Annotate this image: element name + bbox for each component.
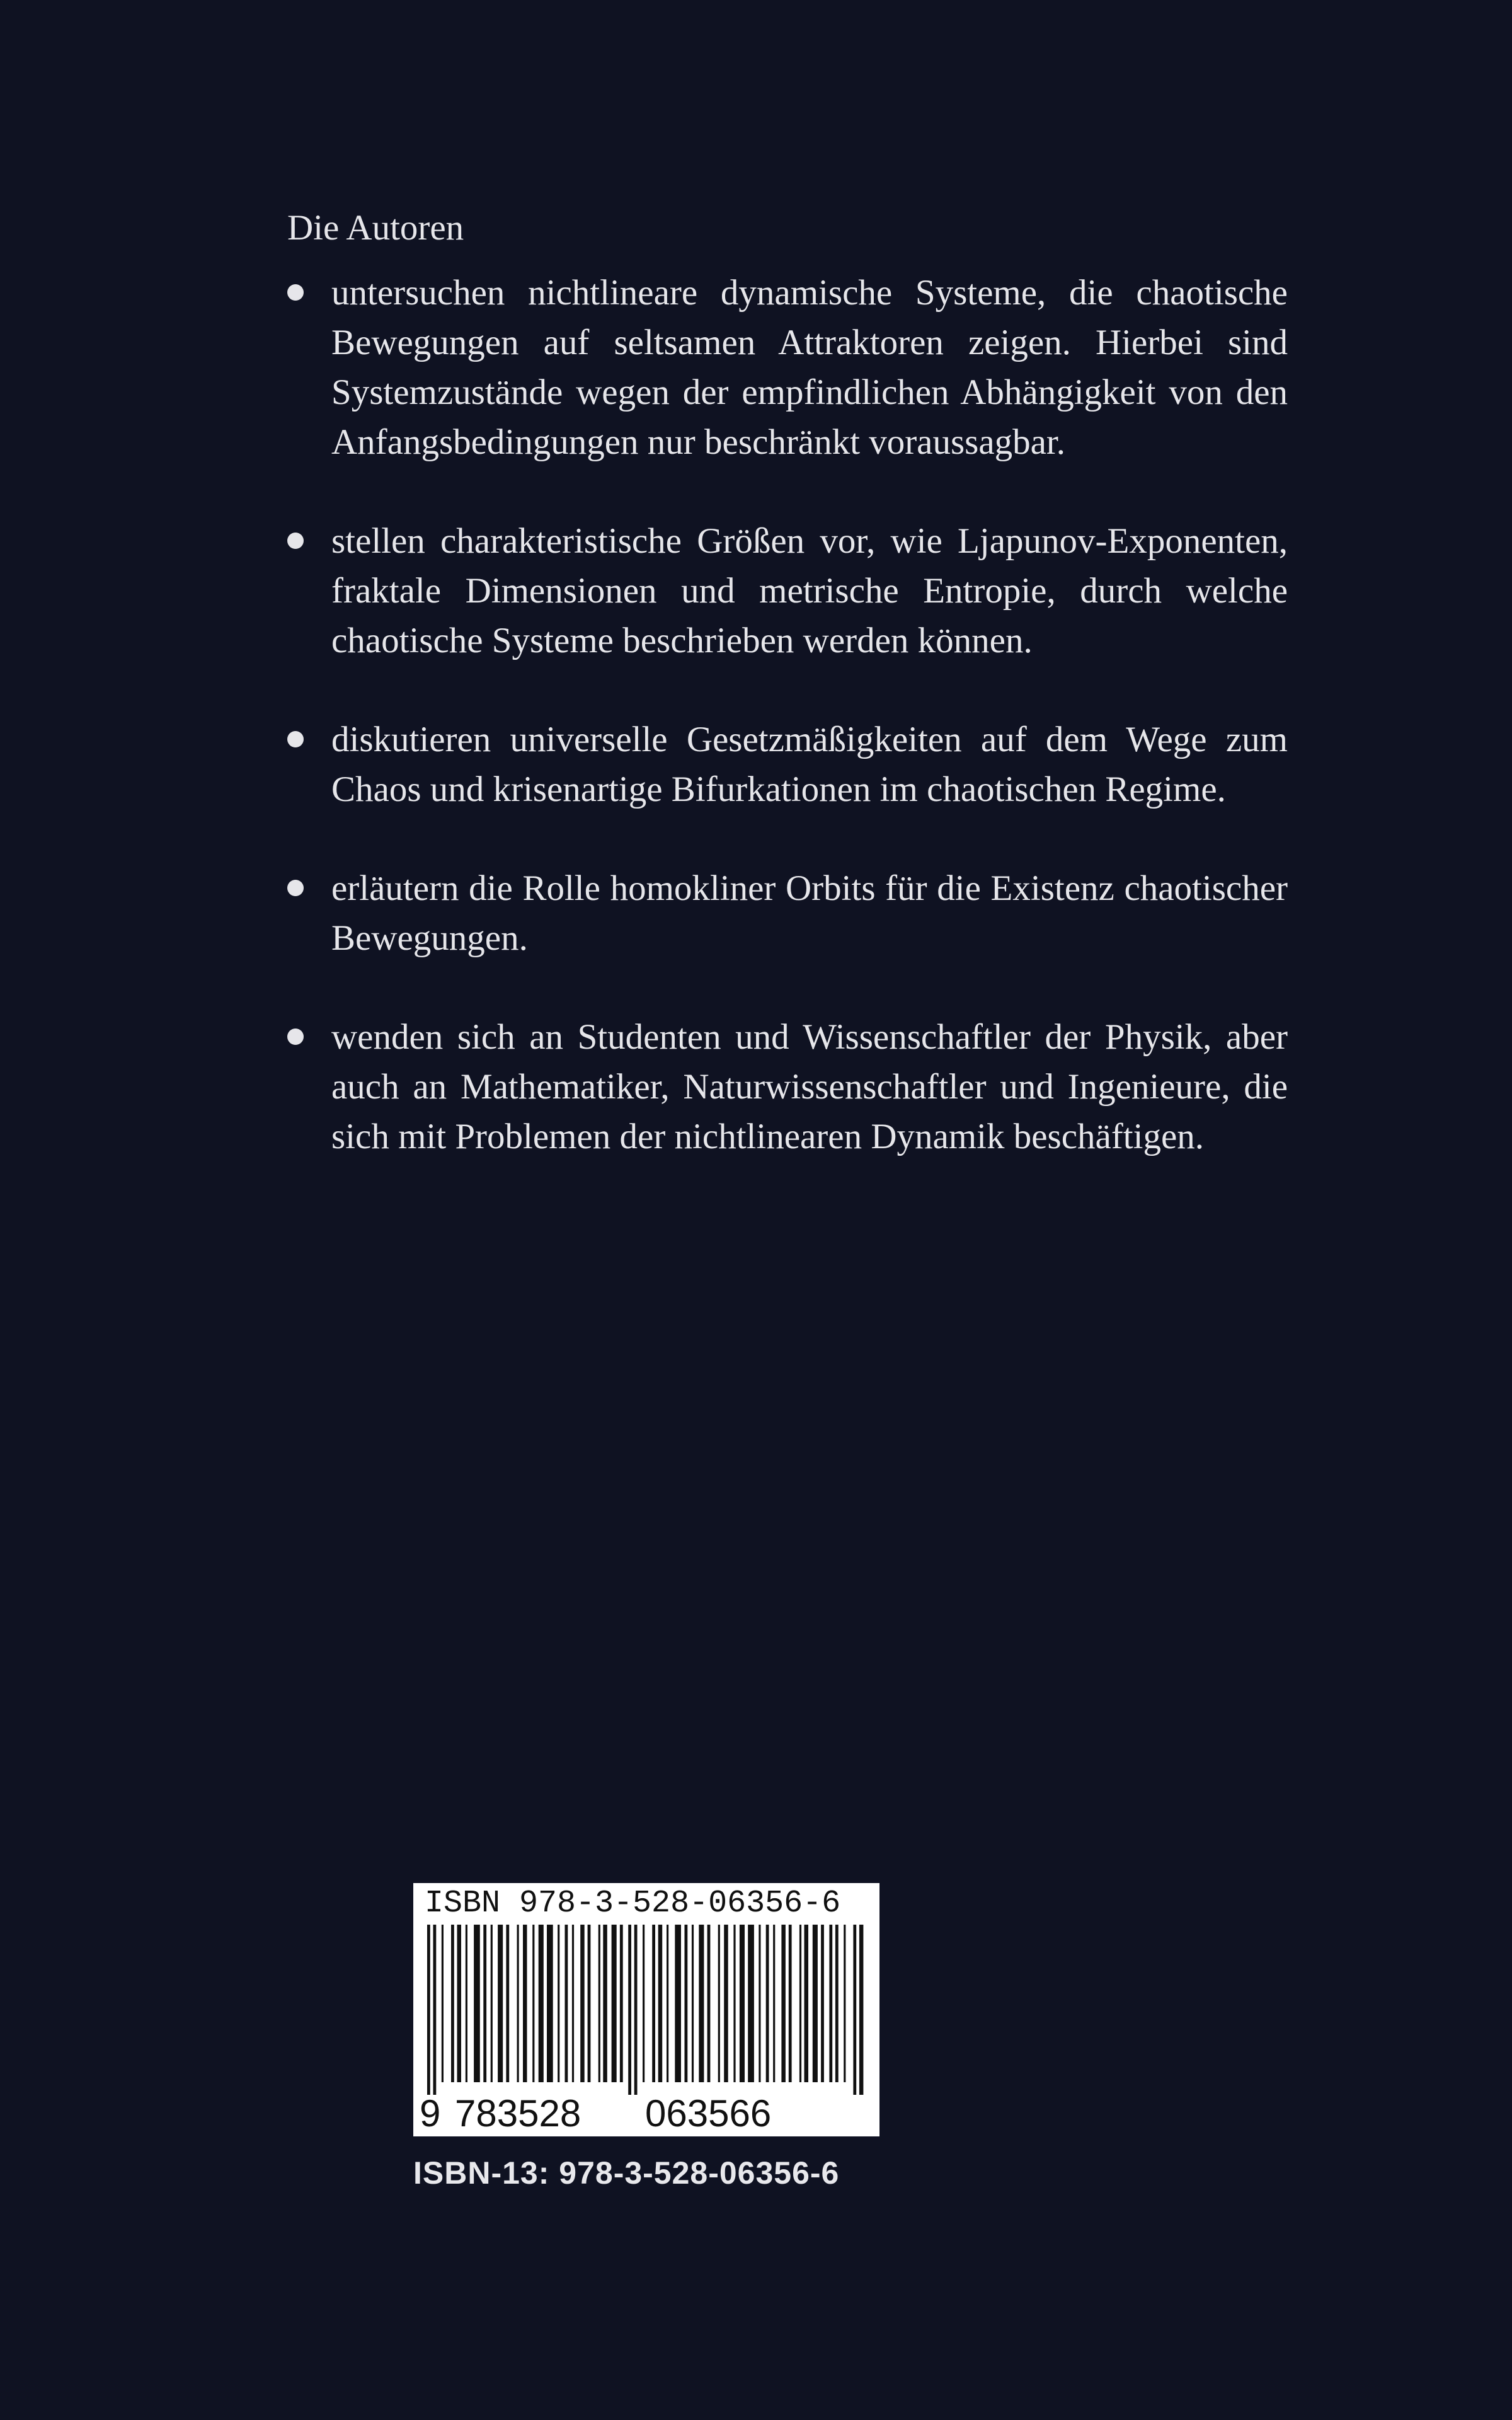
barcode-graphic xyxy=(413,1921,879,2136)
list-item xyxy=(287,715,1288,814)
list-item-text: diskutieren universelle Gesetzmäßigkeiten auf dem Wege zum Chaos und krisenartige Bifurkationen im chaotischen Regime. xyxy=(331,720,1288,809)
bullet-icon xyxy=(287,284,304,301)
barcode-bar xyxy=(523,1925,527,2082)
barcode-bar xyxy=(692,1925,694,2082)
barcode-bar xyxy=(859,1925,864,2095)
barcode-bar xyxy=(844,1925,845,2082)
barcode-bar xyxy=(634,1925,638,2095)
barcode-bar xyxy=(733,1925,735,2082)
barcode-bar xyxy=(853,1925,856,2095)
list-item xyxy=(287,1012,1288,1161)
barcode-bar xyxy=(483,1925,486,2082)
barcode-bar xyxy=(835,1925,839,2082)
barcode-digits-left: 783528 xyxy=(455,2092,581,2135)
barcode-bar xyxy=(813,1925,818,2082)
barcode xyxy=(413,1883,879,2136)
barcode-bar xyxy=(433,1925,437,2095)
list-item xyxy=(287,863,1288,963)
barcode-bar xyxy=(451,1925,454,2082)
barcode-digit-first: 9 xyxy=(420,2092,441,2135)
barcode-bar xyxy=(799,1925,801,2082)
barcode-bar xyxy=(748,1925,754,2082)
list-item xyxy=(287,516,1288,666)
list-item-text: stellen charakteristische Größen vor, wie Ljapunov-Exponenten, fraktale Dimensionen und metrische Entropie, durch welche chaotische Systeme beschrieben werden können. xyxy=(331,521,1288,660)
barcode-bar xyxy=(628,1925,631,2095)
barcode-bar xyxy=(805,1925,809,2082)
barcode-bar xyxy=(766,1925,769,2082)
barcode-bar xyxy=(718,1925,720,2082)
barcode-bar xyxy=(620,1925,623,2082)
barcode-bar xyxy=(675,1925,681,2082)
barcode-bar xyxy=(773,1925,775,2082)
barcode-bar xyxy=(829,1925,832,2082)
barcode-bar xyxy=(707,1925,711,2082)
barcode-bar xyxy=(603,1925,607,2082)
list-item xyxy=(287,268,1288,467)
bullet-icon xyxy=(287,731,304,747)
barcode-bar xyxy=(547,1925,553,2082)
barcode-bar xyxy=(643,1925,644,2082)
barcode-bar xyxy=(667,1925,668,2082)
list-item-text: untersuchen nichtlineare dynamische Systeme, die chaotische Bewegungen auf seltsamen Attraktoren zeigen. Hierbei sind Systemzustände wegen der empfindlichen Abhängigkeit von den Anfangsbedingungen nur beschränkt voraussagbar. xyxy=(331,273,1288,462)
barcode-bar xyxy=(517,1925,519,2082)
barcode-bar xyxy=(498,1925,503,2082)
barcode-bar xyxy=(572,1925,574,2082)
barcode-bar xyxy=(699,1925,704,2082)
intro-text: Die Autoren xyxy=(287,208,464,248)
barcode-bar xyxy=(457,1925,462,2082)
barcode-bar xyxy=(532,1925,534,2082)
barcode-bar xyxy=(759,1925,760,2082)
barcode-bar xyxy=(612,1925,617,2082)
barcode-bar xyxy=(565,1925,568,2082)
bullet-icon xyxy=(287,880,304,896)
list-item-text: wenden sich an Studenten und Wissenschaftler der Physik, aber auch an Mathematiker, Naturwissenschaftler und Ingenieure, die sich mit Problemen der nichtlinearen Dynamik beschäftigen. xyxy=(331,1017,1288,1156)
barcode-bar xyxy=(685,1925,688,2082)
barcode-bar xyxy=(427,1925,430,2095)
barcode-bar xyxy=(658,1925,663,2082)
barcode-bar xyxy=(588,1925,591,2082)
barcode-bar xyxy=(652,1925,655,2082)
barcode-digits-right: 063566 xyxy=(645,2092,772,2135)
barcode-bar xyxy=(740,1925,745,2082)
barcode-isbn-label: ISBN 978-3-528-06356-6 xyxy=(425,1886,841,1922)
barcode-bar xyxy=(442,1925,444,2082)
barcode-bar xyxy=(474,1925,480,2082)
barcode-bar xyxy=(821,1925,824,2082)
barcode-bar xyxy=(539,1925,544,2082)
barcode-bar xyxy=(724,1925,728,2082)
barcode-bar xyxy=(506,1925,509,2082)
barcode-bar xyxy=(789,1925,792,2082)
barcode-bars xyxy=(427,1925,863,2095)
barcode-bar xyxy=(466,1925,467,2082)
barcode-bar xyxy=(580,1925,585,2082)
isbn-13-label: ISBN-13: 978-3-528-06356-6 xyxy=(413,2155,840,2191)
barcode-bar xyxy=(558,1925,559,2082)
barcode-bar xyxy=(598,1925,600,2082)
list-item-text: erläutern die Rolle homokliner Orbits für die Existenz chaotischer Bewegungen. xyxy=(331,868,1288,958)
barcode-bar xyxy=(781,1925,786,2082)
bullet-icon xyxy=(287,533,304,549)
barcode-bar xyxy=(491,1925,493,2082)
bullet-icon xyxy=(287,1028,304,1045)
feature-list xyxy=(287,268,1288,1211)
